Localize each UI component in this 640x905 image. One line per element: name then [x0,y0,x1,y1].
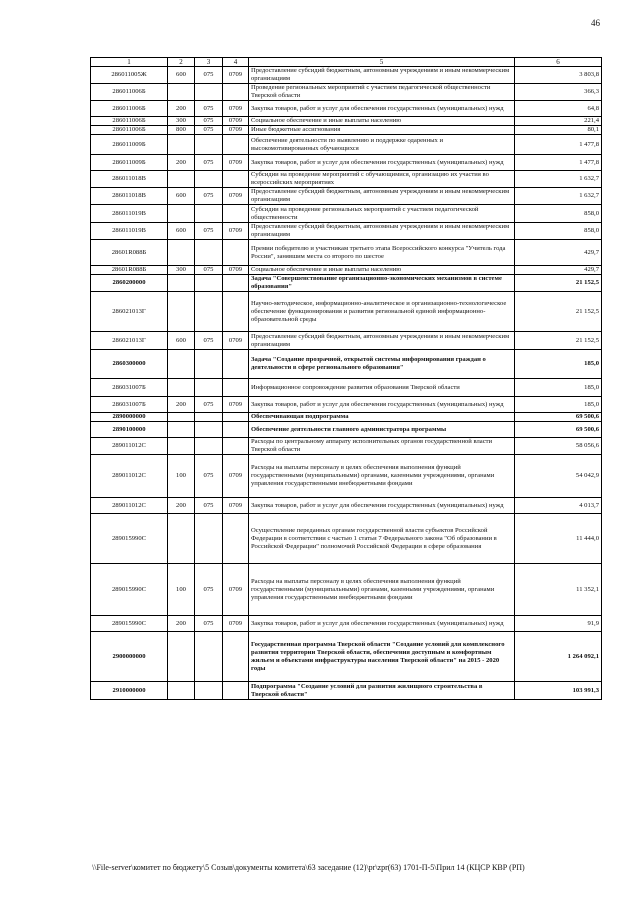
header-col-1: 1 [91,58,168,67]
description-cell: Закупка товаров, работ и услуг для обеспечения государственных (муниципальных) нужд [249,397,515,413]
section-code-cell [223,682,249,700]
table-row [91,422,602,438]
description-cell: Субсидии на проведение мероприятий с обучающимися, организацию их участия во всероссийских мероприятиях [249,171,515,188]
amount-cell: 1 477,8 [515,135,602,155]
amount-cell: 64,8 [515,101,602,117]
table-row [91,564,602,616]
department-code-cell [195,438,223,455]
description-cell: Расходы по центральному аппарату исполнительных органов государственной власти Тверской области [249,438,515,455]
kvr-code-cell: 200 [168,397,195,413]
section-code-cell [223,135,249,155]
table-row [91,101,602,117]
section-code-cell [223,632,249,682]
kcsr-code-cell: 286011019В [91,205,168,223]
kcsr-code-cell: 2900000000 [91,632,168,682]
kvr-code-cell [168,84,195,101]
description-cell: Предоставление субсидий бюджетным, автономным учреждениям и иным некоммерческим организациям [249,67,515,84]
table-row [91,632,602,682]
kvr-code-cell [168,275,195,292]
department-code-cell: 075 [195,101,223,117]
section-code-cell [223,205,249,223]
kvr-code-cell: 600 [168,223,195,240]
kcsr-code-cell: 2890100000 [91,422,168,438]
description-cell: Обеспечение деятельности по выявлению и поддержке одаренных и высокомотивированных обучающихся [249,135,515,155]
department-code-cell [195,422,223,438]
table-row [91,616,602,632]
table-row [91,266,602,275]
table-row [91,171,602,188]
section-code-cell: 0709 [223,498,249,514]
kcsr-code-cell: 286011006Б [91,101,168,117]
amount-cell: 185,0 [515,379,602,397]
kvr-code-cell: 200 [168,101,195,117]
table-row [91,240,602,266]
section-code-cell: 0709 [223,455,249,498]
amount-cell: 21 152,5 [515,292,602,332]
department-code-cell [195,292,223,332]
department-code-cell: 075 [195,616,223,632]
department-code-cell [195,379,223,397]
kcsr-code-cell: 289011012С [91,438,168,455]
section-code-cell [223,240,249,266]
amount-cell: 4 013,7 [515,498,602,514]
kvr-code-cell [168,682,195,700]
amount-cell: 1 632,7 [515,188,602,205]
header-col-6: 6 [515,58,602,67]
kvr-code-cell [168,135,195,155]
kcsr-code-cell: 289011012С [91,455,168,498]
kcsr-code-cell: 289015990С [91,514,168,564]
table-body [91,67,602,700]
department-code-cell: 075 [195,266,223,275]
kcsr-code-cell: 2860200000 [91,275,168,292]
amount-cell: 21 152,5 [515,332,602,350]
kvr-code-cell [168,292,195,332]
description-cell: Обеспечивающая подпрограмма [249,413,515,422]
kvr-code-cell: 600 [168,67,195,84]
table-row [91,332,602,350]
table-row [91,275,602,292]
kcsr-code-cell: 286031007Б [91,379,168,397]
department-code-cell: 075 [195,67,223,84]
kcsr-code-cell: 286011019В [91,223,168,240]
section-code-cell [223,275,249,292]
section-code-cell [223,84,249,101]
kcsr-code-cell: 286011005Ж [91,67,168,84]
amount-cell: 1 632,7 [515,171,602,188]
section-code-cell: 0709 [223,564,249,616]
kvr-code-cell [168,350,195,379]
description-cell: Социальное обеспечение и иные выплаты населению [249,266,515,275]
amount-cell: 185,0 [515,397,602,413]
section-code-cell: 0709 [223,117,249,126]
section-code-cell [223,422,249,438]
amount-cell: 858,0 [515,205,602,223]
kvr-code-cell: 300 [168,266,195,275]
header-col-2: 2 [168,58,195,67]
amount-cell: 58 056,6 [515,438,602,455]
header-col-3: 3 [195,58,223,67]
kcsr-code-cell: 286011018В [91,188,168,205]
kcsr-code-cell: 286011009Б [91,135,168,155]
table-row [91,84,602,101]
section-code-cell: 0709 [223,397,249,413]
description-cell: Информационное сопровождение развития образования Тверской области [249,379,515,397]
kcsr-code-cell: 286011006Б [91,117,168,126]
description-cell: Социальное обеспечение и иные выплаты населению [249,117,515,126]
kcsr-code-cell: 286011006Б [91,84,168,101]
amount-cell: 91,9 [515,616,602,632]
amount-cell: 103 991,3 [515,682,602,700]
page-number: 46 [591,18,600,28]
description-cell: Расходы на выплаты персоналу в целях обеспечения выполнения функций государственными (муниципальными) органами, казенными учреждениями, органами управления государственными внебюджетными фондами [249,455,515,498]
department-code-cell: 075 [195,155,223,171]
kcsr-code-cell: 286011018В [91,171,168,188]
table-row [91,188,602,205]
section-code-cell: 0709 [223,67,249,84]
table-row [91,292,602,332]
table-row [91,155,602,171]
section-code-cell [223,438,249,455]
amount-cell: 1 264 092,1 [515,632,602,682]
description-cell: Задача "Создание прозрачной, открытой системы информирования граждан о деятельности в сфере регионального образования" [249,350,515,379]
department-code-cell: 075 [195,564,223,616]
kcsr-code-cell: 286011009Б [91,155,168,171]
header-col-5: 5 [249,58,515,67]
description-cell: Осуществление переданных органам государственной власти субъектов Российской Федерации в соответствии с частью 1 статьи 7 Федерального закона "Об образовании в Российской Федерации" полномочий Российской Федерации в сфере образования [249,514,515,564]
section-code-cell [223,292,249,332]
kcsr-code-cell: 2910000000 [91,682,168,700]
description-cell: Государственная программа Тверской области "Создание условий для комплексного развития территории Тверской области, обеспечения доступным и комфортным жильем и объектами инфраструктуры населения Тверской области" на 2015 - 2020 годы [249,632,515,682]
description-cell: Научно-методическое, информационно-аналитическое и организационно-технологическое обеспечение функционирования и развития региональной единой информационно-образовательной среды [249,292,515,332]
kvr-code-cell: 600 [168,332,195,350]
kvr-code-cell [168,413,195,422]
amount-cell: 429,7 [515,266,602,275]
section-code-cell: 0709 [223,126,249,135]
department-code-cell: 075 [195,223,223,240]
department-code-cell [195,205,223,223]
kvr-code-cell: 600 [168,188,195,205]
kcsr-code-cell: 286021013Г [91,332,168,350]
section-code-cell: 0709 [223,223,249,240]
table-row [91,514,602,564]
kvr-code-cell [168,438,195,455]
table-row [91,126,602,135]
section-code-cell [223,171,249,188]
kcsr-code-cell: 286011006Б [91,126,168,135]
table-row [91,397,602,413]
kvr-code-cell [168,171,195,188]
kvr-code-cell [168,422,195,438]
amount-cell: 21 152,5 [515,275,602,292]
table-row [91,205,602,223]
kcsr-code-cell: 289015990С [91,616,168,632]
section-code-cell: 0709 [223,188,249,205]
amount-cell: 3 803,8 [515,67,602,84]
kvr-code-cell [168,632,195,682]
kcsr-code-cell: 286031007Б [91,397,168,413]
department-code-cell: 075 [195,498,223,514]
amount-cell: 366,3 [515,84,602,101]
kvr-code-cell: 200 [168,155,195,171]
department-code-cell: 075 [195,188,223,205]
amount-cell: 54 042,9 [515,455,602,498]
table-header-row [91,58,602,67]
kvr-code-cell: 100 [168,455,195,498]
department-code-cell: 075 [195,397,223,413]
description-cell: Задача "Совершенствование организационно-экономических механизмов в системе образования" [249,275,515,292]
kcsr-code-cell: 2860300000 [91,350,168,379]
kvr-code-cell [168,514,195,564]
amount-cell: 69 500,6 [515,413,602,422]
description-cell: Закупка товаров, работ и услуг для обеспечения государственных (муниципальных) нужд [249,101,515,117]
kcsr-code-cell: 28601R088Б [91,240,168,266]
section-code-cell: 0709 [223,616,249,632]
amount-cell: 1 477,8 [515,155,602,171]
section-code-cell: 0709 [223,155,249,171]
kvr-code-cell [168,205,195,223]
section-code-cell: 0709 [223,266,249,275]
description-cell: Обеспечение деятельности главного администратора программы [249,422,515,438]
kvr-code-cell: 200 [168,616,195,632]
amount-cell: 858,0 [515,223,602,240]
file-path-footer: \\File-server\комитет по бюджету\5 Созыв\документы комитета\63 заседание (12)\pr\zpr(63) 1701-П-5\Прил 14 (КЦСР КВР (РП) [92,863,525,872]
department-code-cell: 075 [195,126,223,135]
table-row [91,223,602,240]
kvr-code-cell: 800 [168,126,195,135]
table-row [91,379,602,397]
section-code-cell [223,413,249,422]
budget-table [90,57,602,700]
department-code-cell [195,240,223,266]
description-cell: Предоставление субсидий бюджетным, автономным учреждениям и иным некоммерческим организациям [249,332,515,350]
kvr-code-cell [168,379,195,397]
kcsr-code-cell: 28601R088Б [91,266,168,275]
department-code-cell [195,275,223,292]
amount-cell: 11 352,1 [515,564,602,616]
description-cell: Предоставление субсидий бюджетным, автономным учреждениям и иным некоммерческим организациям [249,223,515,240]
section-code-cell: 0709 [223,332,249,350]
description-cell: Закупка товаров, работ и услуг для обеспечения государственных (муниципальных) нужд [249,616,515,632]
department-code-cell: 075 [195,117,223,126]
description-cell: Премии победителю и участникам третьего этапа Всероссийского конкурса "Учитель года России", занявшим места со второго по шестое [249,240,515,266]
department-code-cell [195,84,223,101]
table-row [91,455,602,498]
table-row [91,682,602,700]
amount-cell: 80,1 [515,126,602,135]
table-row [91,135,602,155]
amount-cell: 429,7 [515,240,602,266]
section-code-cell [223,350,249,379]
amount-cell: 69 500,6 [515,422,602,438]
description-cell: Расходы на выплаты персоналу в целях обеспечения выполнения функций государственными (муниципальными) органами, казенными учреждениями, органами управления государственными внебюджетными фондами [249,564,515,616]
amount-cell: 11 444,0 [515,514,602,564]
description-cell: Закупка товаров, работ и услуг для обеспечения государственных (муниципальных) нужд [249,498,515,514]
description-cell: Проведение региональных мероприятий с участием педагогической общественности Тверской области [249,84,515,101]
department-code-cell [195,632,223,682]
amount-cell: 185,0 [515,350,602,379]
section-code-cell [223,379,249,397]
description-cell: Подпрограмма "Создание условий для развития жилищного строительства в Тверской области" [249,682,515,700]
section-code-cell [223,514,249,564]
department-code-cell [195,413,223,422]
table-row [91,67,602,84]
table-row [91,498,602,514]
department-code-cell [195,514,223,564]
department-code-cell [195,171,223,188]
kcsr-code-cell: 289015990С [91,564,168,616]
department-code-cell: 075 [195,332,223,350]
kcsr-code-cell: 289011012С [91,498,168,514]
department-code-cell [195,350,223,379]
department-code-cell: 075 [195,455,223,498]
table-row [91,438,602,455]
kvr-code-cell: 300 [168,117,195,126]
amount-cell: 221,4 [515,117,602,126]
table-row [91,350,602,379]
kcsr-code-cell: 286021013Г [91,292,168,332]
department-code-cell [195,682,223,700]
description-cell: Иные бюджетные ассигнования [249,126,515,135]
kvr-code-cell: 200 [168,498,195,514]
kcsr-code-cell: 2890000000 [91,413,168,422]
table-row [91,117,602,126]
description-cell: Закупка товаров, работ и услуг для обеспечения государственных (муниципальных) нужд [249,155,515,171]
kvr-code-cell: 100 [168,564,195,616]
section-code-cell: 0709 [223,101,249,117]
kvr-code-cell [168,240,195,266]
header-col-4: 4 [223,58,249,67]
table-row [91,413,602,422]
department-code-cell [195,135,223,155]
description-cell: Субсидии на проведение региональных мероприятий с участием педагогической общественности [249,205,515,223]
description-cell: Предоставление субсидий бюджетным, автономным учреждениям и иным некоммерческим организациям [249,188,515,205]
